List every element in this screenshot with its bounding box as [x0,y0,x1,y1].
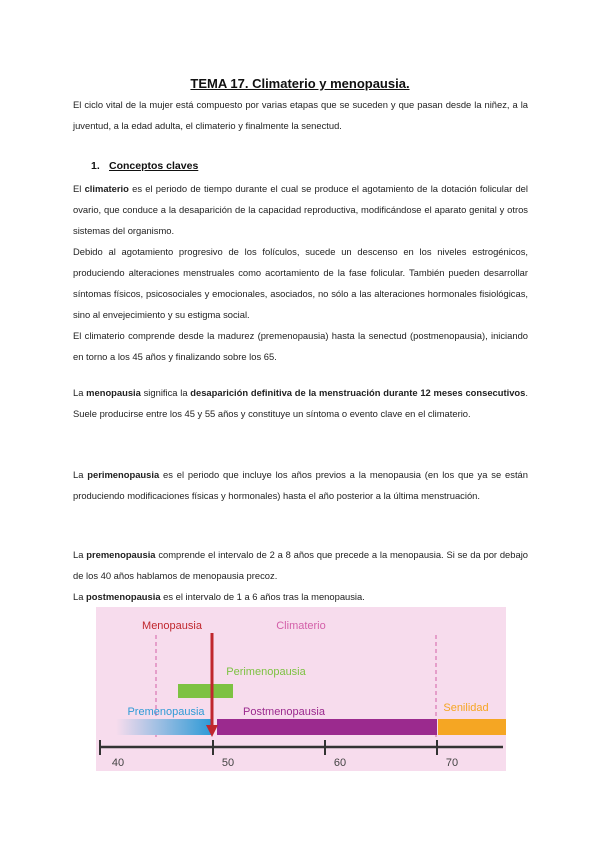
intro-paragraph: El ciclo vital de la mujer está compuesto por varias etapas que se suceden y que pasan desde la niñez, a la juventud, a la edad adulta, el climaterio y finalmente la senectud. [73,99,528,131]
term-premenopausia: premenopausia [86,549,156,560]
axis-label-60: 60 [333,757,347,769]
axis-label-70: 70 [445,757,459,769]
paragraph-postmenopausia: La postmenopausia es el intervalo de 1 a 6 años tras la menopausia. [73,591,365,602]
paragraph-comprende: El climaterio comprende desde la madurez (premenopausia) hasta la senectud (postmenopausia), iniciando en torno a los 45 años y finalizando sobre los 65. [73,330,528,362]
paragraph-agotamiento: Debido al agotamiento progresivo de los folículos, sucede un descenso en los niveles estrogénicos, produciendo alteraciones menstruales como acortamiento de la fase folicular. También pueden desarrollar síntomas físicos, psicosociales y emocionales, asociados, no sólo a las alteraciones hormonales fisiológicas, sino al envejecimiento y su estigma social. [73,246,528,320]
bar-postmenopausia [217,719,437,735]
axis-label-50: 50 [221,757,235,769]
paragraph-premenopausia: La premenopausia comprende el intervalo de 2 a 8 años que precede a la menopausia. Si se da por debajo de los 40 años hablamos de menopausia precoz. [73,549,528,581]
term-perimenopausia: perimenopausia [87,469,160,480]
term-menopausia: menopausia [86,387,141,398]
paragraph-climaterio: El climaterio es el periodo de tiempo durante el cual se produce el agotamiento de la dotación folicular del ovario, que conduce a la desaparición de la capacidad reproductiva, modificándose el aparato genital y otros sistemas del organismo. [73,183,528,236]
bar-senilidad [438,719,506,735]
document-title: TEMA 17. Climaterio y menopausia. [190,76,410,91]
term-climaterio: climaterio [84,183,129,194]
label-premenopausia: Premenopausia [127,706,205,718]
label-perimenopausia: Perimenopausia [226,666,306,678]
definition-menopausia: desaparición definitiva de la menstruación durante 12 meses consecutivos [190,387,526,398]
paragraph-perimenopausia: La perimenopausia es el periodo que incluye los años previos a la menopausia (en los que ya se están produciendo modificaciones físicas y hormonales) hasta el año posterior a la última menstruación. [73,469,528,501]
section-title: Conceptos claves [109,160,199,172]
section-number: 1. [91,160,100,172]
label-menopausia: Menopausia [142,620,202,632]
label-postmenopausia: Postmenopausia [243,706,325,718]
paragraph-menopausia: La menopausia significa la desaparición definitiva de la menstruación durante 12 meses consecutivos. Suele producirse entre los 45 y 55 años y constituye un síntoma o evento clave en el climaterio. [73,387,528,419]
label-senilidad: Senilidad [443,702,489,714]
axis-label-40: 40 [111,757,125,769]
bar-premenopausia [116,719,212,735]
bar-perimenopausia [178,684,233,698]
label-climaterio: Climaterio [276,620,326,632]
term-postmenopausia: postmenopausia [86,591,161,602]
section-heading [91,160,198,172]
climaterio-timeline-diagram [96,607,506,771]
